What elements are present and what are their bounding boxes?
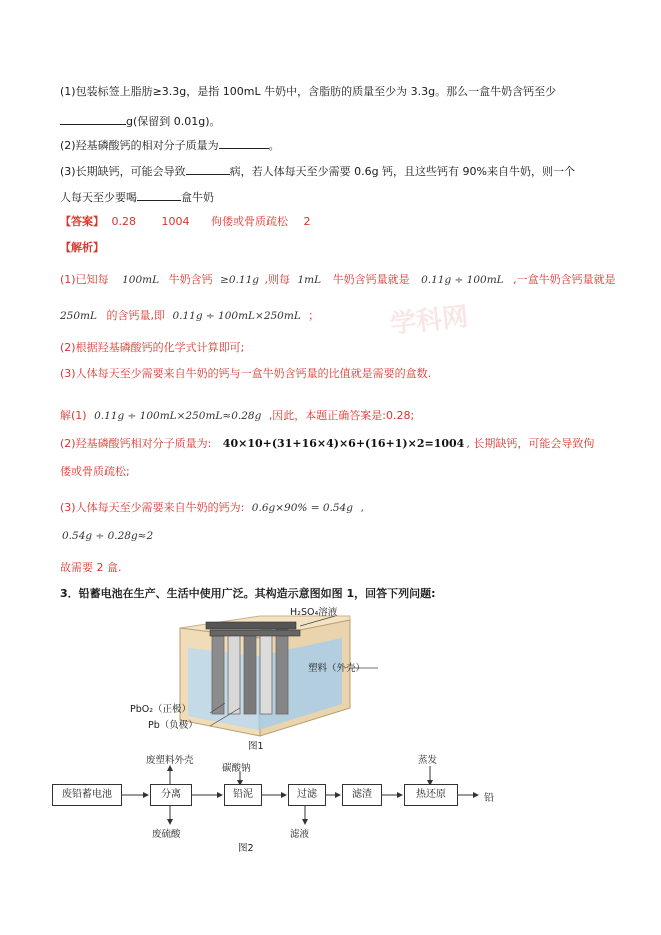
battery-illustration bbox=[150, 608, 410, 758]
solution-text: , bbox=[360, 501, 364, 514]
solution-text: (2)羟基磷酸钙相对分子质量为: bbox=[60, 437, 212, 450]
solution-line5 bbox=[62, 528, 153, 544]
solution-text: ,因此，本题正确答案是:0.28; bbox=[268, 409, 415, 422]
analysis-text: ,一盒牛奶含钙量就是 bbox=[513, 273, 616, 286]
label-lead: 铅 bbox=[484, 793, 494, 804]
analysis-label: 【解析】 bbox=[60, 241, 104, 254]
watermark-logo: 学科网 bbox=[388, 301, 470, 340]
label-waste-sulfuric-acid: 废硫酸 bbox=[152, 829, 181, 840]
math-expr: ≥0.11g bbox=[220, 274, 259, 286]
answer-line bbox=[60, 214, 311, 230]
solution-line4 bbox=[60, 500, 364, 516]
figure-2-caption: 图2 bbox=[238, 843, 254, 854]
analysis-text: 的含钙量,即 bbox=[106, 309, 165, 322]
math-expr: 0.6g×90% = 0.54g bbox=[251, 502, 353, 514]
q2-text-2: (2)羟基磷酸钙的相对分子质量为 bbox=[60, 139, 219, 152]
solution-line6: 故需要 2 盒. bbox=[60, 561, 122, 574]
solution-text: (3)人体每天至少需要来自牛奶的钙为: bbox=[60, 501, 245, 514]
label-pbo2-positive: PbO₂（正极） bbox=[130, 704, 192, 715]
analysis-text: ； bbox=[308, 309, 320, 322]
q2-line3 bbox=[60, 136, 280, 154]
analysis-text: 牛奶含钙 bbox=[168, 273, 213, 286]
flow-residue: 滤渣 bbox=[342, 784, 382, 806]
figure-2 bbox=[50, 755, 610, 858]
formula-molecular-mass: 40×10+(31+16×4)×6+(16+1)×2=1004 bbox=[222, 437, 465, 450]
answer-blank-3[interactable] bbox=[186, 162, 230, 175]
label-filtrate: 滤液 bbox=[290, 829, 310, 840]
math-expr: 0.54g ÷ 0.28g≈2 bbox=[62, 530, 154, 542]
math-expr: 1mL bbox=[297, 274, 322, 286]
q2-line5 bbox=[60, 188, 214, 206]
q2-line2 bbox=[60, 112, 221, 130]
q3-title: 3．铅蓄电池在生产、生活中使用广泛。其构造示意图如图 1，回答下列问题: bbox=[60, 587, 436, 600]
label-h2so4: H₂SO₄溶液 bbox=[290, 607, 338, 618]
q2-text-3a: (3)长期缺钙，可能会导致 bbox=[60, 165, 186, 178]
label-sodium-carbonate: 碳酸钠 bbox=[222, 763, 251, 774]
flow-thermal-reduction: 热还原 bbox=[404, 784, 458, 806]
solution-text: 解(1) bbox=[60, 409, 87, 422]
solution-line3: 偻或骨质疏松; bbox=[60, 465, 130, 478]
answer-value-4: 2 bbox=[303, 215, 311, 228]
flow-separate: 分离 bbox=[150, 784, 192, 806]
math-expr: 0.11g ÷ 100mL bbox=[421, 274, 504, 286]
answer-blank-1[interactable] bbox=[60, 112, 126, 125]
label-plastic-shell: 塑料（外壳） bbox=[308, 663, 366, 674]
answer-value-3: 佝偻或骨质疏松 bbox=[211, 215, 288, 228]
flow-filter: 过滤 bbox=[288, 784, 326, 806]
analysis-text: ,则每 bbox=[264, 273, 290, 286]
figure-1-caption: 图1 bbox=[248, 741, 264, 752]
q2-line4 bbox=[60, 162, 575, 180]
label-pb-negative: Pb（负极） bbox=[148, 720, 198, 731]
answer-blank-2[interactable] bbox=[219, 136, 269, 149]
label-waste-plastic-shell: 废塑料外壳 bbox=[146, 755, 194, 766]
math-expr: 250mL bbox=[60, 310, 97, 322]
answer-blank-4[interactable] bbox=[137, 188, 181, 201]
analysis-text: (1)已知每 bbox=[60, 273, 109, 286]
q2-text-3b: 病，若人体每天至少需要 0.6g 钙，且这些钙有 90%来自牛奶，则一个 bbox=[229, 165, 576, 178]
analysis-line1 bbox=[60, 272, 616, 288]
math-expr: 0.11g ÷ 100mL×250mL bbox=[172, 310, 301, 322]
solution-text: , 长期缺钙，可能会导致佝 bbox=[466, 437, 595, 450]
analysis-text: 牛奶含钙量就是 bbox=[332, 273, 410, 286]
analysis-line3: (2)根据羟基磷酸钙的化学式计算即可; bbox=[60, 341, 245, 354]
flow-arrows bbox=[50, 758, 610, 858]
analysis-line2 bbox=[60, 308, 319, 324]
math-expr: 100mL bbox=[122, 274, 160, 286]
q2-text-1a: (1)包装标签上脂肪≥3.3g，是指 100mL 牛奶中，含脂肪的质量至少为 3.3g。那么一盒牛奶含钙至少 bbox=[60, 85, 557, 98]
analysis-line4: (3)人体每天至少需要来自牛奶的钙与一盒牛奶含钙量的比值就是需要的盒数. bbox=[60, 367, 432, 380]
flow-waste-battery: 废铅蓄电池 bbox=[52, 784, 122, 806]
answer-value-2: 1004 bbox=[161, 215, 190, 228]
q2-text-3c: 人每天至少要喝 bbox=[60, 191, 137, 204]
flow-lead-mud: 铅泥 bbox=[224, 784, 262, 806]
answer-value-1: 0.28 bbox=[111, 215, 136, 228]
q2-text-2-end: 。 bbox=[268, 139, 280, 152]
q2-text-1b: g(保留到 0.01g)。 bbox=[126, 115, 221, 128]
label-evaporate: 蒸发 bbox=[418, 755, 438, 766]
answer-label: 【答案】 bbox=[60, 215, 104, 228]
solution-line1 bbox=[60, 408, 414, 424]
q2-line1 bbox=[60, 84, 556, 100]
q2-text-3d: 盒牛奶 bbox=[181, 191, 214, 204]
figure-1 bbox=[130, 607, 410, 758]
math-expr: 0.11g ÷ 100mL×250mL≈0.28g bbox=[94, 410, 262, 422]
solution-line2 bbox=[60, 436, 594, 452]
